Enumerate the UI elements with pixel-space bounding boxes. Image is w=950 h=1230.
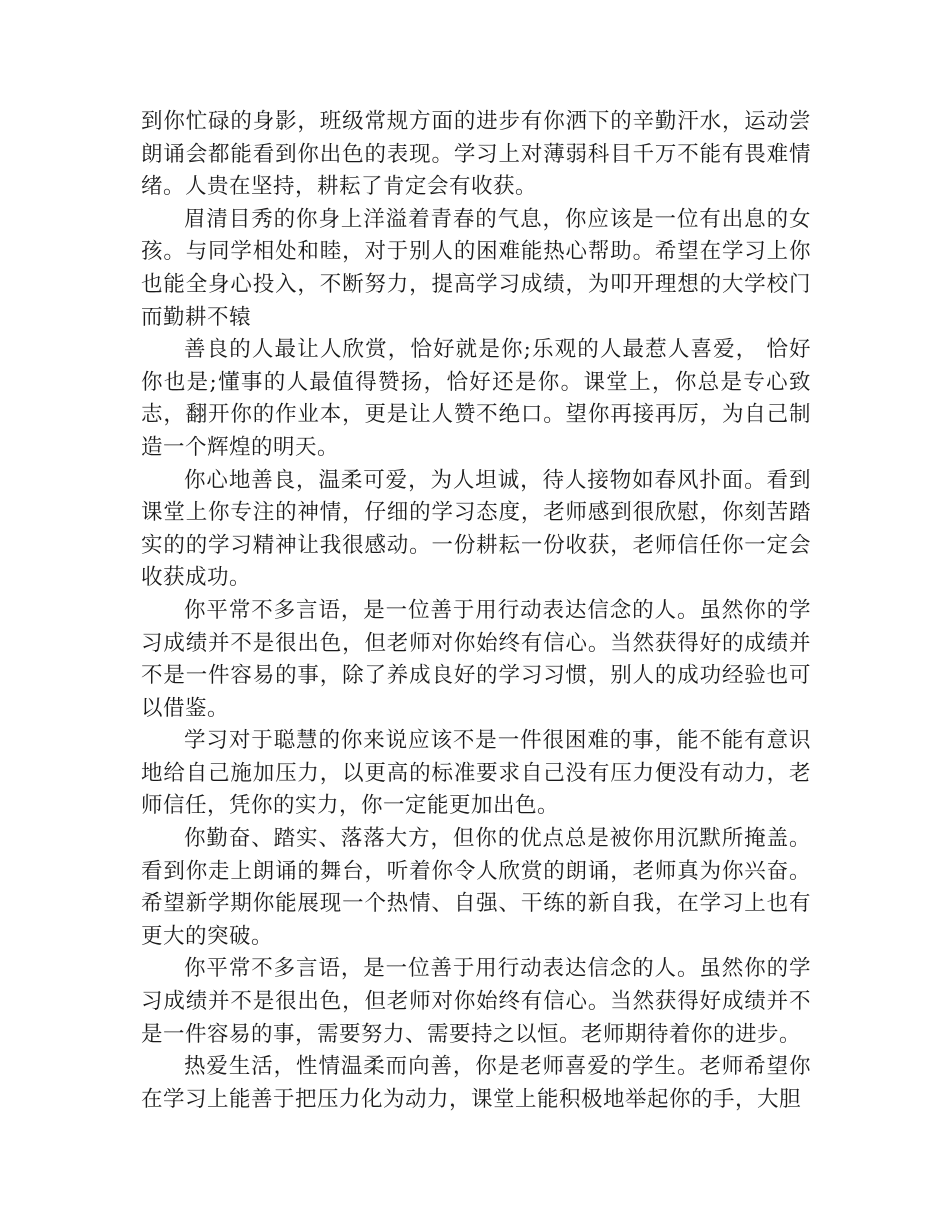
paragraph: 你平常不多言语，是一位善于用行动表达信念的人。虽然你的学习成绩并不是很出色，但老师对你始终有信心。当然获得好的成绩并不是一件容易的事，除了养成良好的学习习惯，别人的成功经验也可以借鉴。 (141, 597, 811, 721)
paragraph: 你平常不多言语，是一位善于用行动表达信念的人。虽然你的学习成绩并不是很出色，但老师对你始终有信心。当然获得好成绩并不是一件容易的事，需要努力、需要持之以恒。老师期待着你的进步。 (141, 956, 811, 1047)
paragraph: 到你忙碌的身影，班级常规方面的进步有你洒下的辛勤汗水，运动尝朗诵会都能看到你出色的表现。学习上对薄弱科目千万不能有畏难情绪。人贵在坚持，耕耘了肯定会有收获。 (141, 109, 811, 200)
paragraph: 眉清目秀的你身上洋溢着青春的气息，你应该是一位有出息的女孩。与同学相处和睦，对于别人的困难能热心帮助。希望在学习上你也能全身心投入，不断努力，提高学习成绩，为叩开理想的大学校门而勤耕不辕 (141, 206, 811, 330)
paragraph: 学习对于聪慧的你来说应该不是一件很困难的事，能不能有意识地给自己施加压力，以更高的标准要求自己没有压力便没有动力，老师信任，凭你的实力，你一定能更加出色。 (141, 728, 811, 819)
document-body (141, 106, 811, 1116)
paragraph: 你心地善良，温柔可爱，为人坦诚，待人接物如春风扑面。看到课堂上你专注的神情，仔细的学习态度，老师感到很欣慰，你刻苦踏实的的学习精神让我很感动。一份耕耘一份收获，老师信任你一定会收获成功。 (141, 467, 811, 591)
paragraph: 热爱生活，性情温柔而向善，你是老师喜爱的学生。老师希望你在学习上能善于把压力化为动力，课堂上能积极地举起你的手，大胆 (141, 1054, 811, 1112)
paragraph: 你勤奋、踏实、落落大方，但你的优点总是被你用沉默所掩盖。看到你走上朗诵的舞台，听着你令人欣赏的朗诵，老师真为你兴奋。希望新学期你能展现一个热情、自强、干练的新自我，在学习上也有更大的突破。 (141, 826, 811, 949)
paragraph: 善良的人最让人欣赏，恰好就是你;乐观的人最惹人喜爱， 恰好你也是;懂事的人最值得赞扬，恰好还是你。课堂上，你总是专心致志，翻开你的作业本，更是让人赞不绝口。望你再接再厉，为自己制造一个辉煌的明天。 (141, 337, 811, 460)
